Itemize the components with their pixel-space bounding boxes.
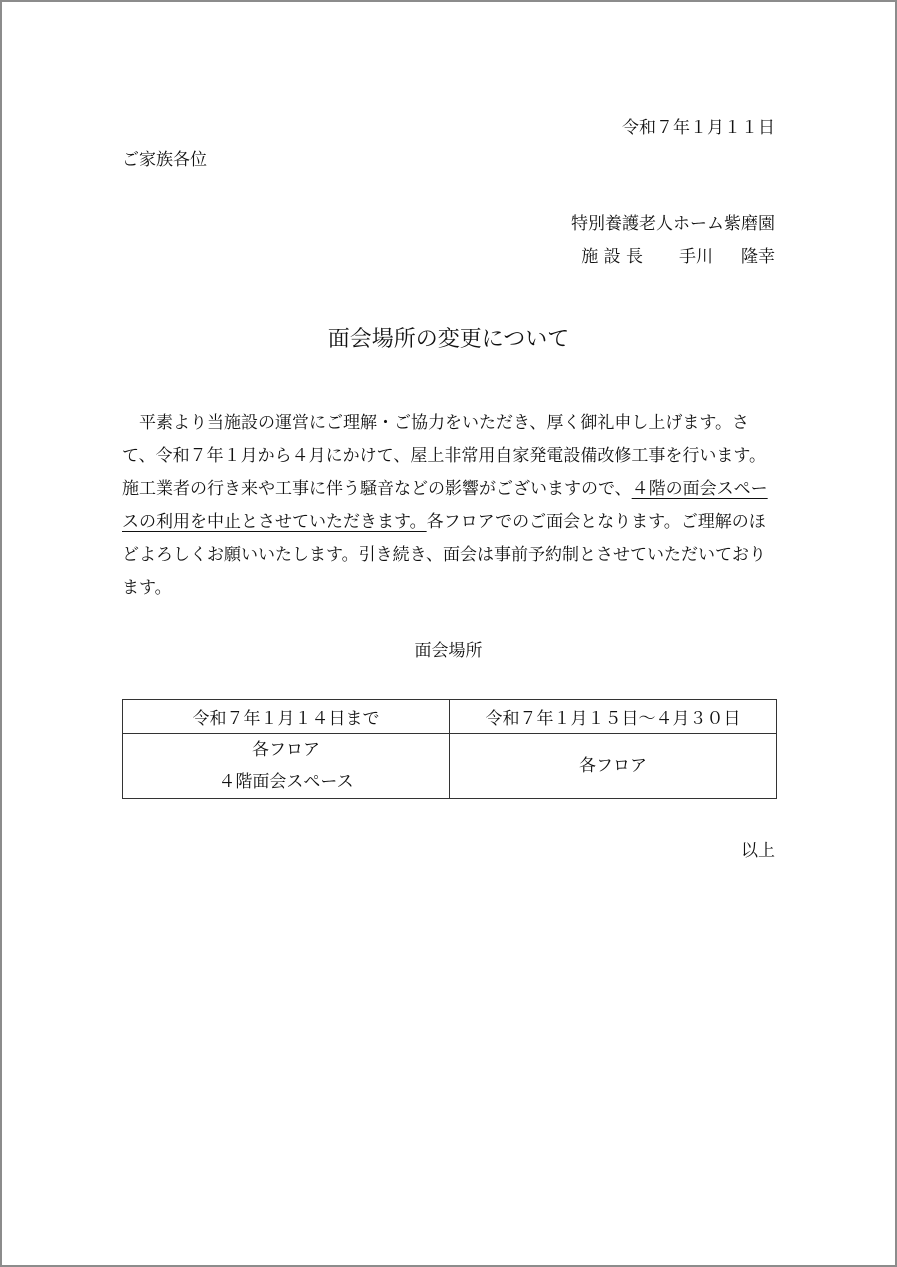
table-cell-period-2: 各フロア bbox=[450, 734, 777, 799]
notice-date: 令和７年１月１１日 bbox=[622, 118, 775, 138]
body-text-underlined: ４階の面会スペースの利用を中止とさせていただきます。 bbox=[122, 479, 768, 532]
sender-title: 施 設 長 bbox=[581, 247, 643, 267]
table-row bbox=[123, 734, 777, 799]
sender-block bbox=[571, 213, 775, 279]
body-text-part1: 平素より当施設の運営にご理解・ご協力をいただき、厚く御礼申し上げます。さて、令和７年１月から４月にかけて、屋上非常用自家発電設備改修工事を行います。施工業者の行き来や工事に伴う騒音などの影響がございますので、 bbox=[122, 413, 766, 499]
document-title: 面会場所の変更について bbox=[327, 327, 570, 352]
location-4f-space: ４階面会スペース bbox=[218, 772, 354, 792]
section-label: 面会場所 bbox=[414, 641, 483, 661]
sender-name-given: 隆幸 bbox=[741, 247, 775, 267]
closing-word: 以上 bbox=[741, 841, 775, 861]
location-each-floor: 各フロア bbox=[252, 740, 320, 760]
sender-director bbox=[571, 246, 775, 279]
table-header-period-2: 令和７年１月１５日～４月３０日 bbox=[450, 700, 777, 734]
table-header-period-1: 令和７年１月１４日まで bbox=[123, 700, 450, 734]
recipient: ご家族各位 bbox=[122, 150, 207, 170]
visit-location-table bbox=[122, 699, 777, 799]
body-text-part2: 各フロアでのご面会となります。ご理解のほどよろしくお願いいたします。引き続き、面会は事前予約制とさせていただいております。 bbox=[122, 512, 766, 598]
body-paragraph bbox=[122, 407, 782, 605]
table-cell-period-1 bbox=[123, 734, 450, 799]
sender-name-family: 手川 bbox=[679, 247, 713, 267]
table-header-row bbox=[123, 700, 777, 734]
sender-organization: 特別養護老人ホーム紫磨園 bbox=[571, 214, 775, 234]
